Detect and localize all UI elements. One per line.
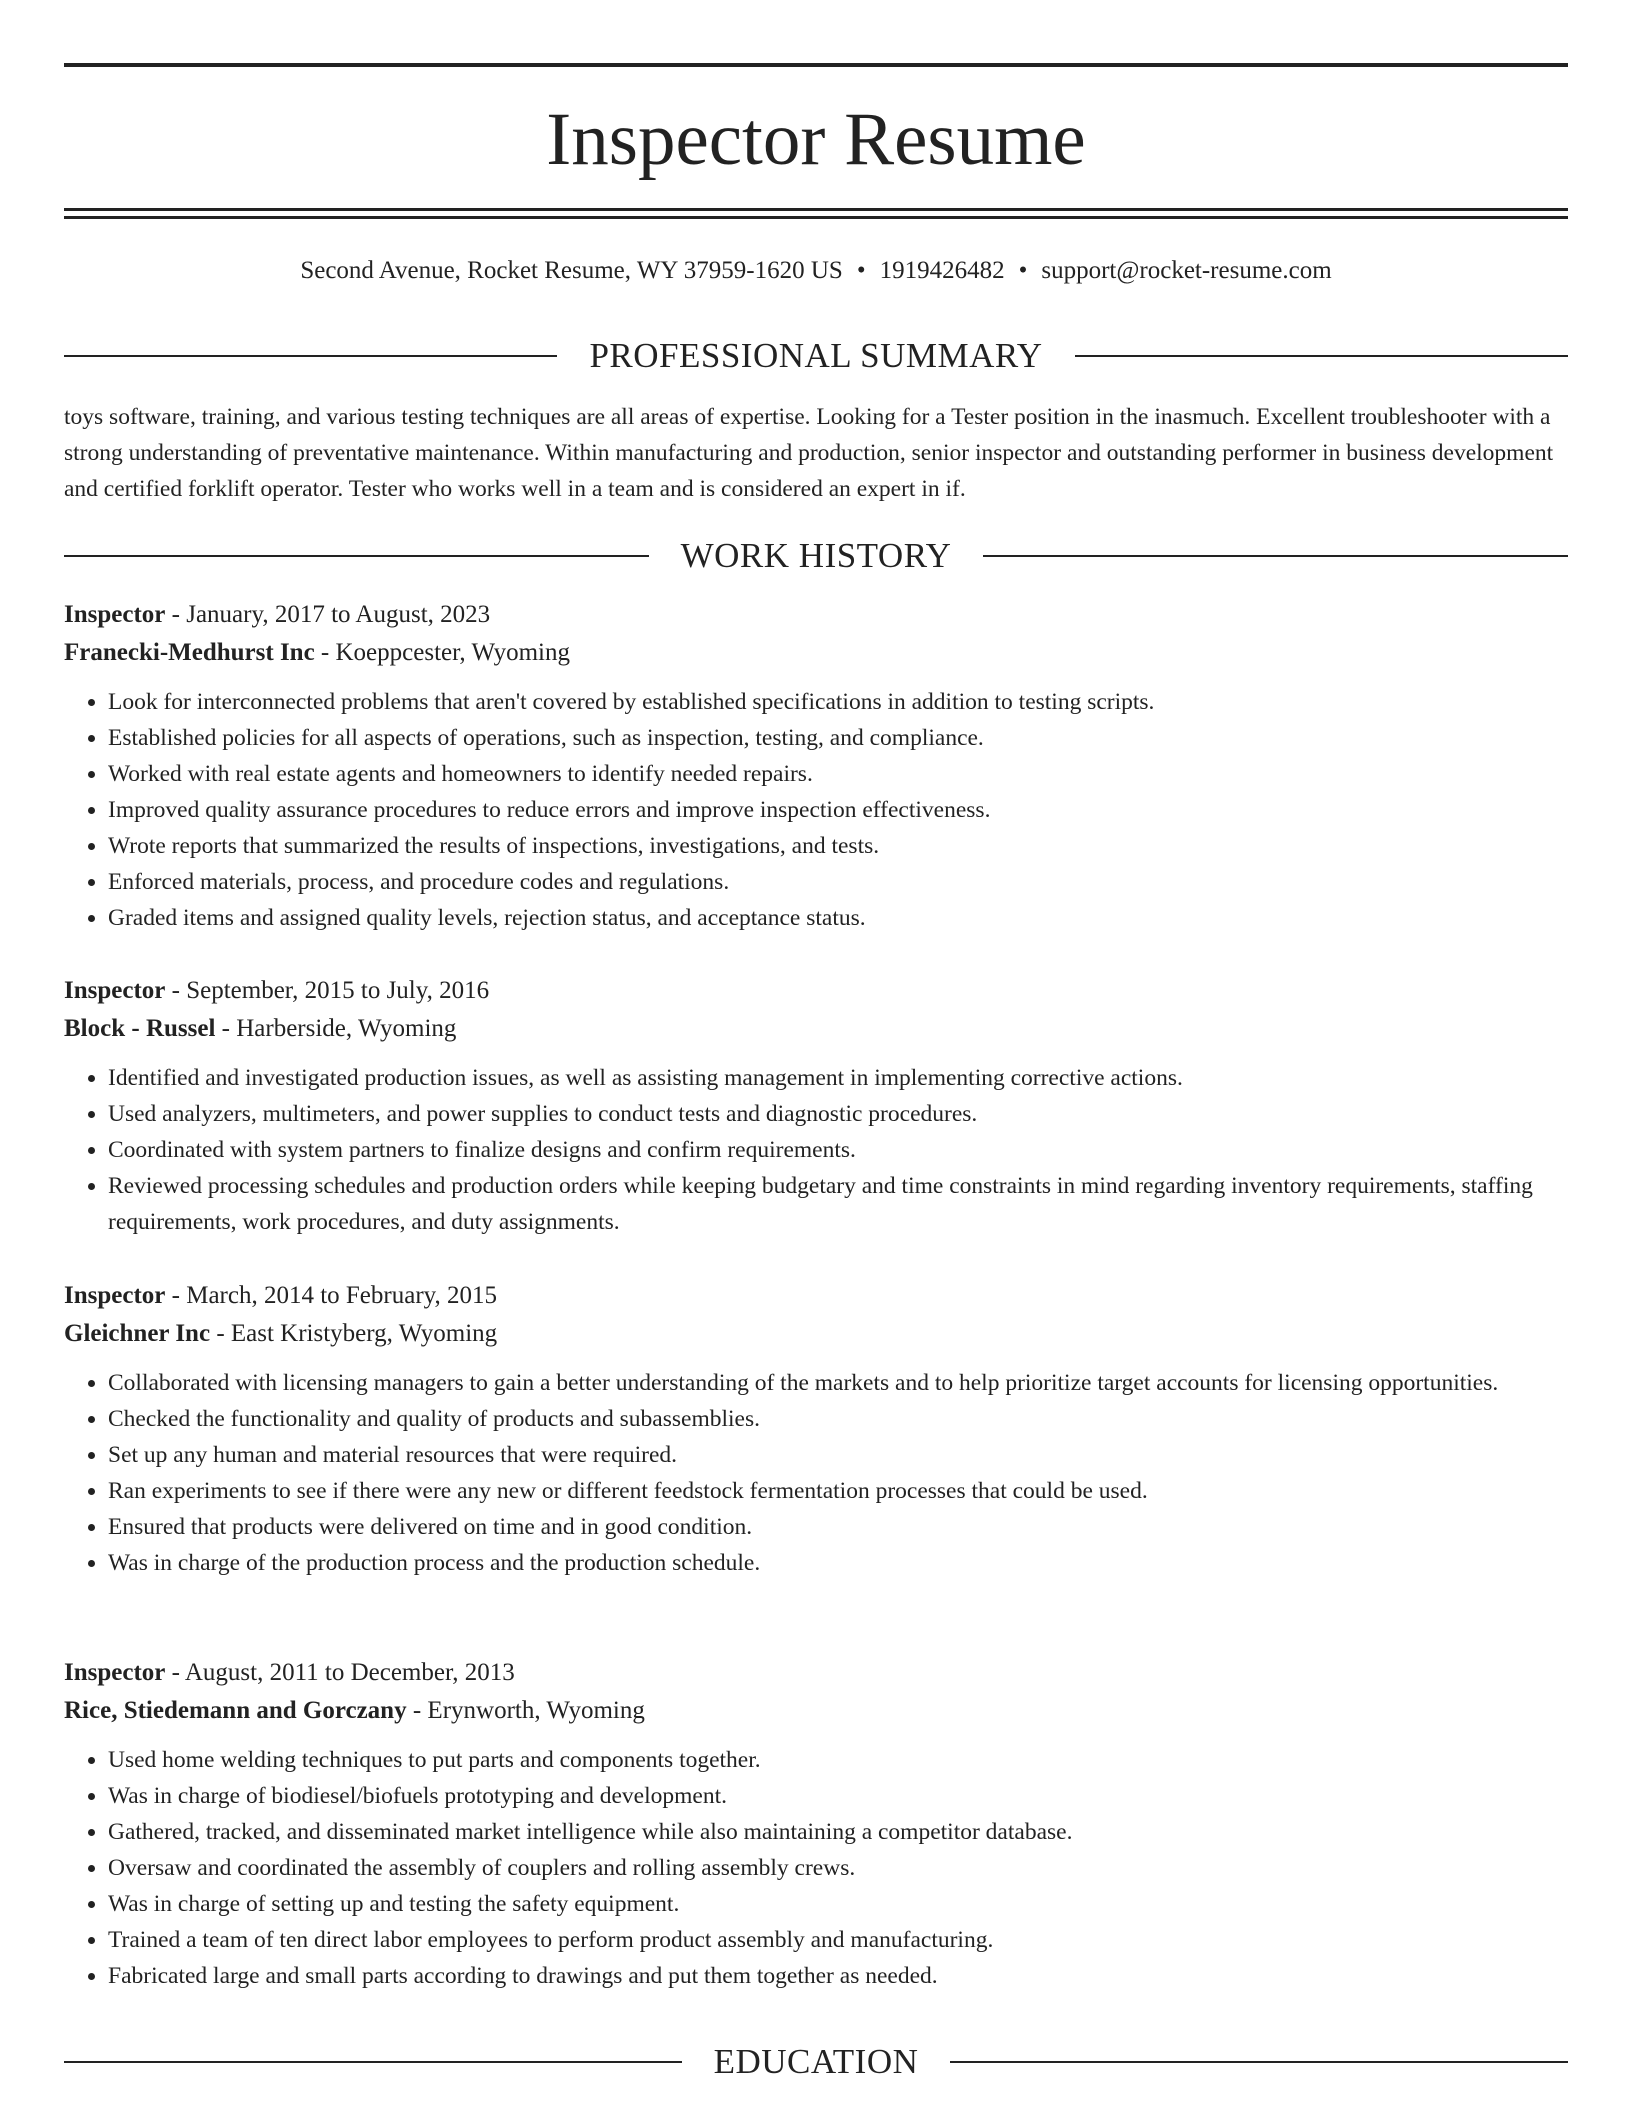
job-role-line	[64, 1654, 1568, 1692]
section-heading-summary	[64, 334, 1568, 378]
job-company-line	[64, 1315, 1568, 1353]
job-bullet: • Graded items and assigned quality levels, rejection status, and acceptance status.	[108, 900, 1568, 936]
job-bullets	[64, 1365, 1568, 1581]
job-location: - East Kristyberg, Wyoming	[210, 1320, 498, 1347]
job-bullet: • Coordinated with system partners to finalize designs and confirm requirements.	[108, 1132, 1568, 1168]
section-heading-label: PROFESSIONAL SUMMARY	[589, 336, 1043, 375]
job-bullet: • Fabricated large and small parts according to drawings and put them together as needed.	[108, 1958, 1568, 1994]
contact-line	[64, 253, 1568, 289]
job-role-line	[64, 596, 1568, 634]
title-rule-lower	[64, 216, 1568, 219]
job-company-line	[64, 1692, 1568, 1730]
job-entry	[64, 1654, 1568, 1994]
job-bullet: • Improved quality assurance procedures to reduce errors and improve inspection effectiveness.	[108, 792, 1568, 828]
job-dates: - September, 2015 to July, 2016	[165, 977, 490, 1004]
job-bullet: • Established policies for all aspects of operations, such as inspection, testing, and compliance.	[108, 720, 1568, 756]
job-bullet: • Checked the functionality and quality of products and subassemblies.	[108, 1401, 1568, 1437]
heading-rule-right	[983, 555, 1568, 557]
section-heading-education	[64, 2040, 1568, 2084]
job-company: Rice, Stiedemann and Gorczany	[64, 1697, 407, 1724]
job-location: - Erynworth, Wyoming	[406, 1697, 645, 1724]
job-dates: - August, 2011 to December, 2013	[165, 1659, 515, 1686]
job-location: - Koeppcester, Wyoming	[314, 639, 570, 666]
job-bullet: • Was in charge of biodiesel/biofuels prototyping and development.	[108, 1778, 1568, 1814]
job-title: Inspector	[64, 977, 166, 1004]
job-bullet: • Was in charge of setting up and testing the safety equipment.	[108, 1886, 1568, 1922]
job-company: Block - Russel	[64, 1015, 216, 1042]
job-company-line	[64, 634, 1568, 672]
job-bullet: • Used analyzers, multimeters, and power supplies to conduct tests and diagnostic procedures.	[108, 1096, 1568, 1132]
job-bullet: • Gathered, tracked, and disseminated market intelligence while also maintaining a competitor database.	[108, 1814, 1568, 1850]
job-bullet: • Oversaw and coordinated the assembly of couplers and rolling assembly crews.	[108, 1850, 1568, 1886]
job-bullets	[64, 684, 1568, 936]
job-bullets	[64, 1742, 1568, 1994]
contact-address: Second Avenue, Rocket Resume, WY 37959-1620 US	[300, 257, 843, 284]
contact-email: support@rocket-resume.com	[1041, 257, 1332, 284]
job-bullet: • Set up any human and material resources that were required.	[108, 1437, 1568, 1473]
job-entry	[64, 1277, 1568, 1581]
job-company: Franecki-Medhurst Inc	[64, 639, 315, 666]
job-entry	[64, 596, 1568, 936]
top-rule	[64, 63, 1568, 67]
contact-phone: 1919426482	[879, 257, 1005, 284]
page-title: Inspector Resume	[546, 98, 1086, 181]
job-bullet: • Look for interconnected problems that aren't covered by established specifications in addition to testing scripts.	[108, 684, 1568, 720]
job-bullet: • Ran experiments to see if there were any new or different feedstock fermentation processes that could be used.	[108, 1473, 1568, 1509]
contact-separator: •	[1018, 257, 1028, 284]
job-entry	[64, 972, 1568, 1240]
heading-rule-left	[64, 555, 649, 557]
job-bullet: • Trained a team of ten direct labor employees to perform product assembly and manufacturing.	[108, 1922, 1568, 1958]
job-bullet: • Reviewed processing schedules and production orders while keeping budgetary and time constraints in mind regarding inventory requirements, staffing requirements, work procedures, and duty assignments.	[108, 1168, 1568, 1240]
heading-rule-left	[64, 355, 557, 357]
section-heading-label: EDUCATION	[713, 2042, 919, 2081]
summary-paragraph: toys software, training, and various testing techniques are all areas of expertise. Looking for a Tester position in the inasmuch. Excellent troubleshooter with a strong understanding of preventative maintenance. Within manufacturing and production, senior inspector and outstanding performer in business development and certified forklift operator. Tester who works well in a team and is considered an expert in if.	[64, 404, 1554, 502]
job-title: Inspector	[64, 1659, 166, 1686]
heading-rule-right	[1075, 355, 1568, 357]
job-bullet: • Ensured that products were delivered on time and in good condition.	[108, 1509, 1568, 1545]
contact-separator: •	[856, 257, 866, 284]
job-title: Inspector	[64, 601, 166, 628]
job-role-line	[64, 1277, 1568, 1315]
section-heading-work-history	[64, 534, 1568, 578]
job-bullet: • Was in charge of the production process and the production schedule.	[108, 1545, 1568, 1581]
heading-rule-left	[64, 2061, 682, 2063]
title-rule-upper	[64, 208, 1568, 211]
job-bullet: • Worked with real estate agents and homeowners to identify needed repairs.	[108, 756, 1568, 792]
job-role-line	[64, 972, 1568, 1010]
heading-rule-right	[950, 2061, 1568, 2063]
job-dates: - January, 2017 to August, 2023	[165, 601, 491, 628]
job-company: Gleichner Inc	[64, 1320, 211, 1347]
job-location: - Harberside, Wyoming	[215, 1015, 457, 1042]
job-bullet: • Identified and investigated production issues, as well as assisting management in implementing corrective actions.	[108, 1060, 1568, 1096]
job-company-line	[64, 1010, 1568, 1048]
job-bullets	[64, 1060, 1568, 1240]
job-bullet: • Enforced materials, process, and procedure codes and regulations.	[108, 864, 1568, 900]
job-bullet: • Collaborated with licensing managers to gain a better understanding of the markets and to help prioritize target accounts for licensing opportunities.	[108, 1365, 1568, 1401]
section-heading-label: WORK HISTORY	[680, 536, 952, 575]
job-dates: - March, 2014 to February, 2015	[165, 1282, 498, 1309]
job-title: Inspector	[64, 1282, 166, 1309]
job-bullet: • Wrote reports that summarized the results of inspections, investigations, and tests.	[108, 828, 1568, 864]
job-bullet: • Used home welding techniques to put parts and components together.	[108, 1742, 1568, 1778]
